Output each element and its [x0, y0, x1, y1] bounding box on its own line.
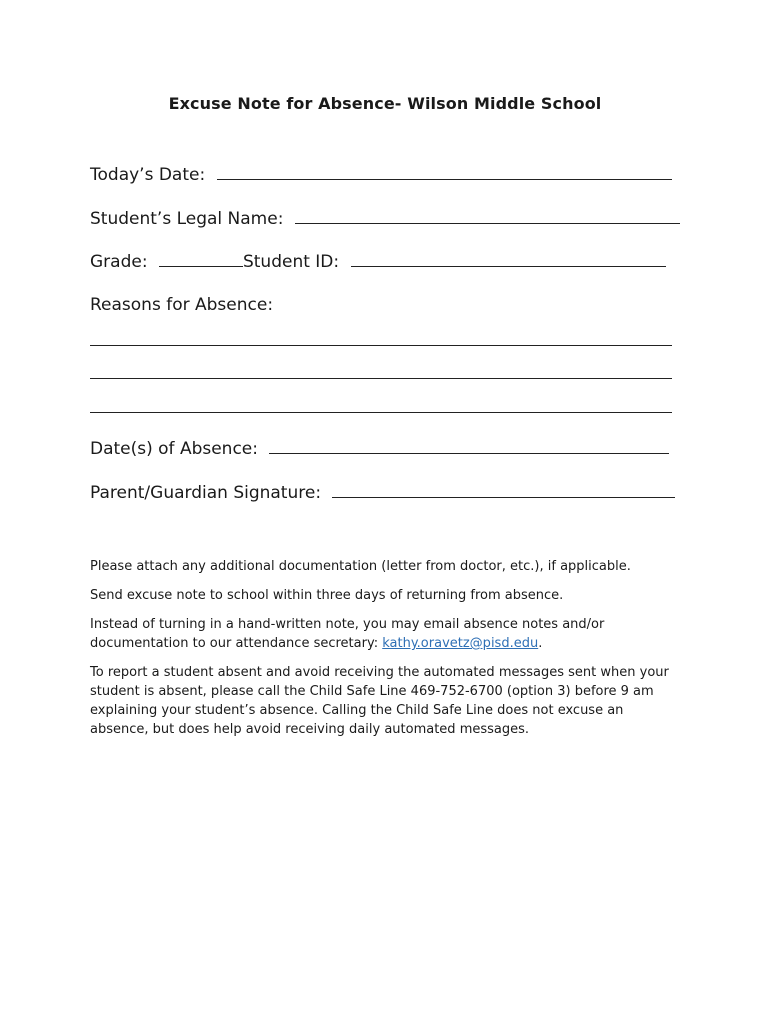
dates-of-absence-row	[90, 437, 669, 460]
signature-blank[interactable]	[332, 481, 675, 498]
student-id-label: Student ID:	[242, 252, 340, 272]
signature-label: Parent/Guardian Signature:	[90, 483, 322, 503]
signature-row	[90, 481, 675, 504]
grade-blank[interactable]	[159, 250, 243, 267]
student-id-blank[interactable]	[351, 250, 666, 267]
reasons-line-3[interactable]	[90, 412, 672, 413]
todays-date-blank[interactable]	[217, 163, 672, 180]
dates-of-absence-blank[interactable]	[269, 437, 669, 454]
email-note	[90, 615, 680, 653]
email-note-period: .	[538, 636, 543, 651]
email-note-text: Instead of turning in a hand-written note, you may email absence notes and/or documentation to our attendance secretary:	[90, 617, 605, 651]
grade-label: Grade:	[90, 252, 148, 272]
legal-name-label: Student’s Legal Name:	[90, 209, 284, 229]
legal-name-blank[interactable]	[295, 207, 680, 224]
todays-date-row	[90, 163, 672, 186]
todays-date-label: Today’s Date:	[90, 165, 206, 185]
report-note: To report a student absent and avoid receiving the automated messages sent when your student is absent, please call the Child Safe Line 469-752-6700 (option 3) before 9 am explaining your student’s absence. Calling the Child Safe Line does not excuse an absence, but does help avoid receiving daily automated messages.	[90, 665, 669, 737]
reasons-line-1[interactable]	[90, 345, 672, 346]
reasons-label: Reasons for Absence:	[90, 295, 274, 315]
secretary-email-link[interactable]: kathy.oravetz@pisd.edu	[382, 636, 539, 651]
grade-id-row	[90, 250, 666, 273]
send-note: Send excuse note to school within three days of returning from absence.	[90, 588, 564, 603]
dates-of-absence-label: Date(s) of Absence:	[90, 439, 258, 459]
attach-note: Please attach any additional documentation (letter from doctor, etc.), if applicable.	[90, 559, 631, 574]
page-title: Excuse Note for Absence- Wilson Middle School	[168, 94, 602, 113]
reasons-line-2[interactable]	[90, 378, 672, 379]
legal-name-row	[90, 207, 680, 230]
